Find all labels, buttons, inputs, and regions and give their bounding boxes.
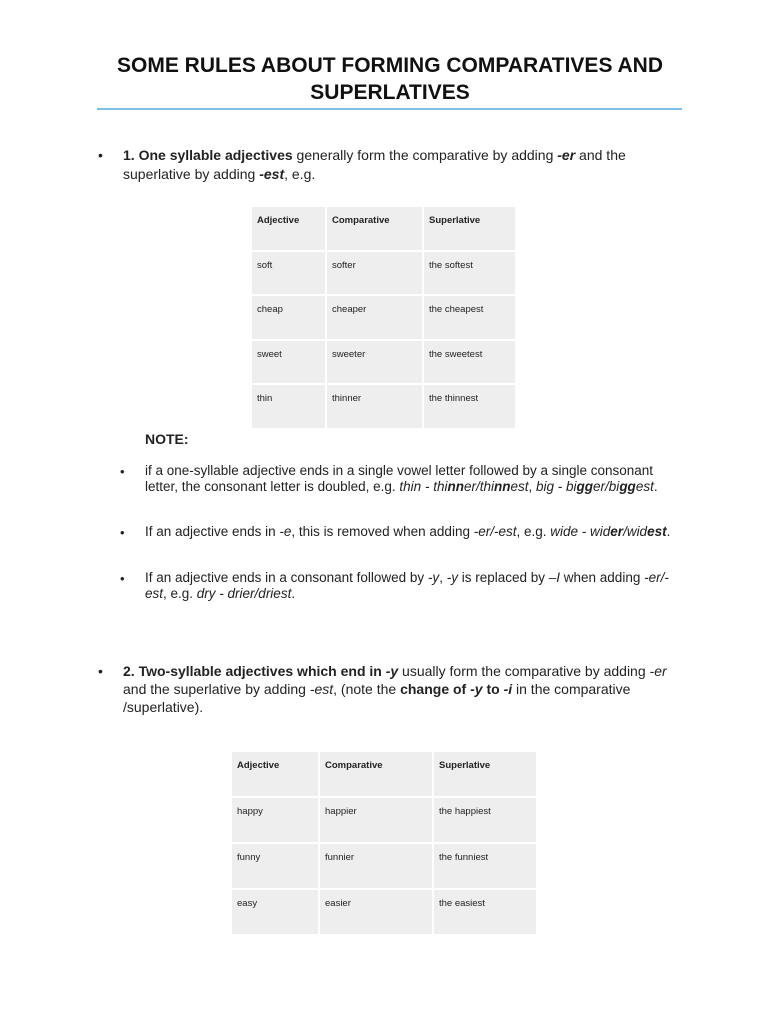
rule-2-lead: Two-syllable adjectives which end in [138,663,386,679]
adjective-cell: sweet [252,341,325,384]
rule-1-paragraph [123,146,668,184]
example-end: . [653,478,658,494]
superlative-cell: the funniest [434,844,536,888]
example-part: er/thi [463,478,494,494]
example-part: est [510,478,529,494]
comparative-cell: easier [320,890,432,934]
adjective-cell: happy [232,798,318,842]
example-end: . [666,524,671,539]
table-row [252,341,515,384]
suffix-y: -y [427,570,440,585]
suffix-i: -i [503,681,513,697]
note-item-3-text: is replaced by [457,570,549,585]
note-item-2 [145,524,685,540]
table-header-row [252,207,515,250]
suffix-i: –I [548,570,561,585]
suffix-e: -e [279,524,292,539]
rule-2-text: and the superlative by adding [123,681,310,697]
example-end: . [291,585,296,601]
example-dash: - [554,478,567,494]
rule-2-text: in the comparative /superlative). [123,681,631,715]
rule-1-text-c: , e.g. [284,166,316,182]
table-row [232,890,536,934]
header-superlative: Superlative [424,207,515,250]
rule-2-number: 2. [123,663,135,679]
header-comparative: Comparative [320,752,432,796]
note-item-3-text: , e.g. [163,585,197,601]
suffix-y: -y [470,681,483,697]
note-heading: NOTE: [145,431,189,447]
superlative-cell: the thinnest [424,385,515,428]
example-doubled: gg [619,478,636,494]
note-item-1 [145,463,685,494]
table-header-row [232,752,536,796]
suffix-er: -er [557,147,576,163]
suffixes: -er/-est [473,524,517,539]
table-row [252,385,515,428]
example-part: est [635,478,654,494]
rule-1-number: 1. [123,147,135,163]
table-row [252,252,515,295]
table-row [232,798,536,842]
example-part: wid [590,524,611,539]
suffixes: -er/-est [145,570,669,601]
examples-table-2 [230,750,538,936]
bullet: • [98,147,103,163]
note-item-2-text: , this is removed when adding [291,524,474,539]
note-item-2-text: , e.g. [516,524,551,539]
example-word: wide [550,524,579,539]
note-item-1-text: if a one-syllable adjective ends in a single vowel letter followed by a single consonant letter, the consonant letter is doubled, e.g. [145,463,654,494]
rule-1-text-a: generally form the comparative by adding [292,147,558,163]
page-title: SOME RULES ABOUT FORMING COMPARATIVES AND SUPERLATIVES [117,54,663,104]
superlative-cell: the sweetest [424,341,515,384]
example-words: dry - drier/driest [196,585,292,601]
example-part: thi [433,478,448,494]
example-part: /wid [623,524,648,539]
example-suffix: er [610,524,624,539]
suffix-y: -y [446,570,458,585]
table-row [252,296,515,339]
example-dash: - [421,478,434,494]
suffix-est: -est [309,681,334,697]
comparative-cell: funnier [320,844,432,888]
suffix-est: -est [259,166,285,182]
comparative-cell: cheaper [327,296,422,339]
superlative-cell: the softest [424,252,515,295]
example-doubled: nn [447,478,464,494]
comparative-cell: sweeter [327,341,422,384]
note-item-3-text: when adding [560,570,645,585]
note-item-3 [145,570,685,601]
adjective-cell: easy [232,890,318,934]
example-suffix: est [647,524,667,539]
comparative-cell: softer [327,252,422,295]
title-divider [97,108,682,110]
example-doubled: gg [576,478,594,494]
header-adjective: Adjective [232,752,318,796]
example-dash: - [578,524,591,539]
header-adjective: Adjective [252,207,325,250]
suffix-y: -y [385,663,399,679]
examples-table-1 [250,205,517,430]
superlative-cell: the happiest [434,798,536,842]
superlative-cell: the cheapest [424,296,515,339]
comparative-cell: happier [320,798,432,842]
rule-2-paragraph [123,662,668,716]
note-bullet: • [120,464,125,479]
change-text: to [482,681,504,697]
suffix-er: -er [649,663,667,679]
table-row [232,844,536,888]
superlative-cell: the easiest [434,890,536,934]
example-separator: , [439,570,447,585]
adjective-cell: soft [252,252,325,295]
rule-2-text: , (note the [333,681,401,697]
example-part: bi [566,478,577,494]
note-item-2-text: If an adjective ends in [145,524,280,539]
header-superlative: Superlative [434,752,536,796]
comparative-cell: thinner [327,385,422,428]
adjective-cell: thin [252,385,325,428]
change-text: change of [400,681,471,697]
adjective-cell: cheap [252,296,325,339]
example-part: er/bi [593,478,620,494]
rule-1-lead: One syllable adjectives [138,147,293,163]
adjective-cell: funny [232,844,318,888]
header-comparative: Comparative [327,207,422,250]
example-doubled: nn [493,478,511,494]
bullet: • [98,663,103,679]
rule-1-text-b: and the superlative by adding [123,147,626,182]
note-item-3-text: If an adjective ends in a consonant followed by [145,570,428,585]
note-bullet: • [120,525,125,540]
example-separator: , [528,478,537,494]
rule-2-text: usually form the comparative by adding [398,663,650,679]
example-word: thin [399,478,422,494]
example-word: big [536,478,555,494]
note-bullet: • [120,571,125,586]
